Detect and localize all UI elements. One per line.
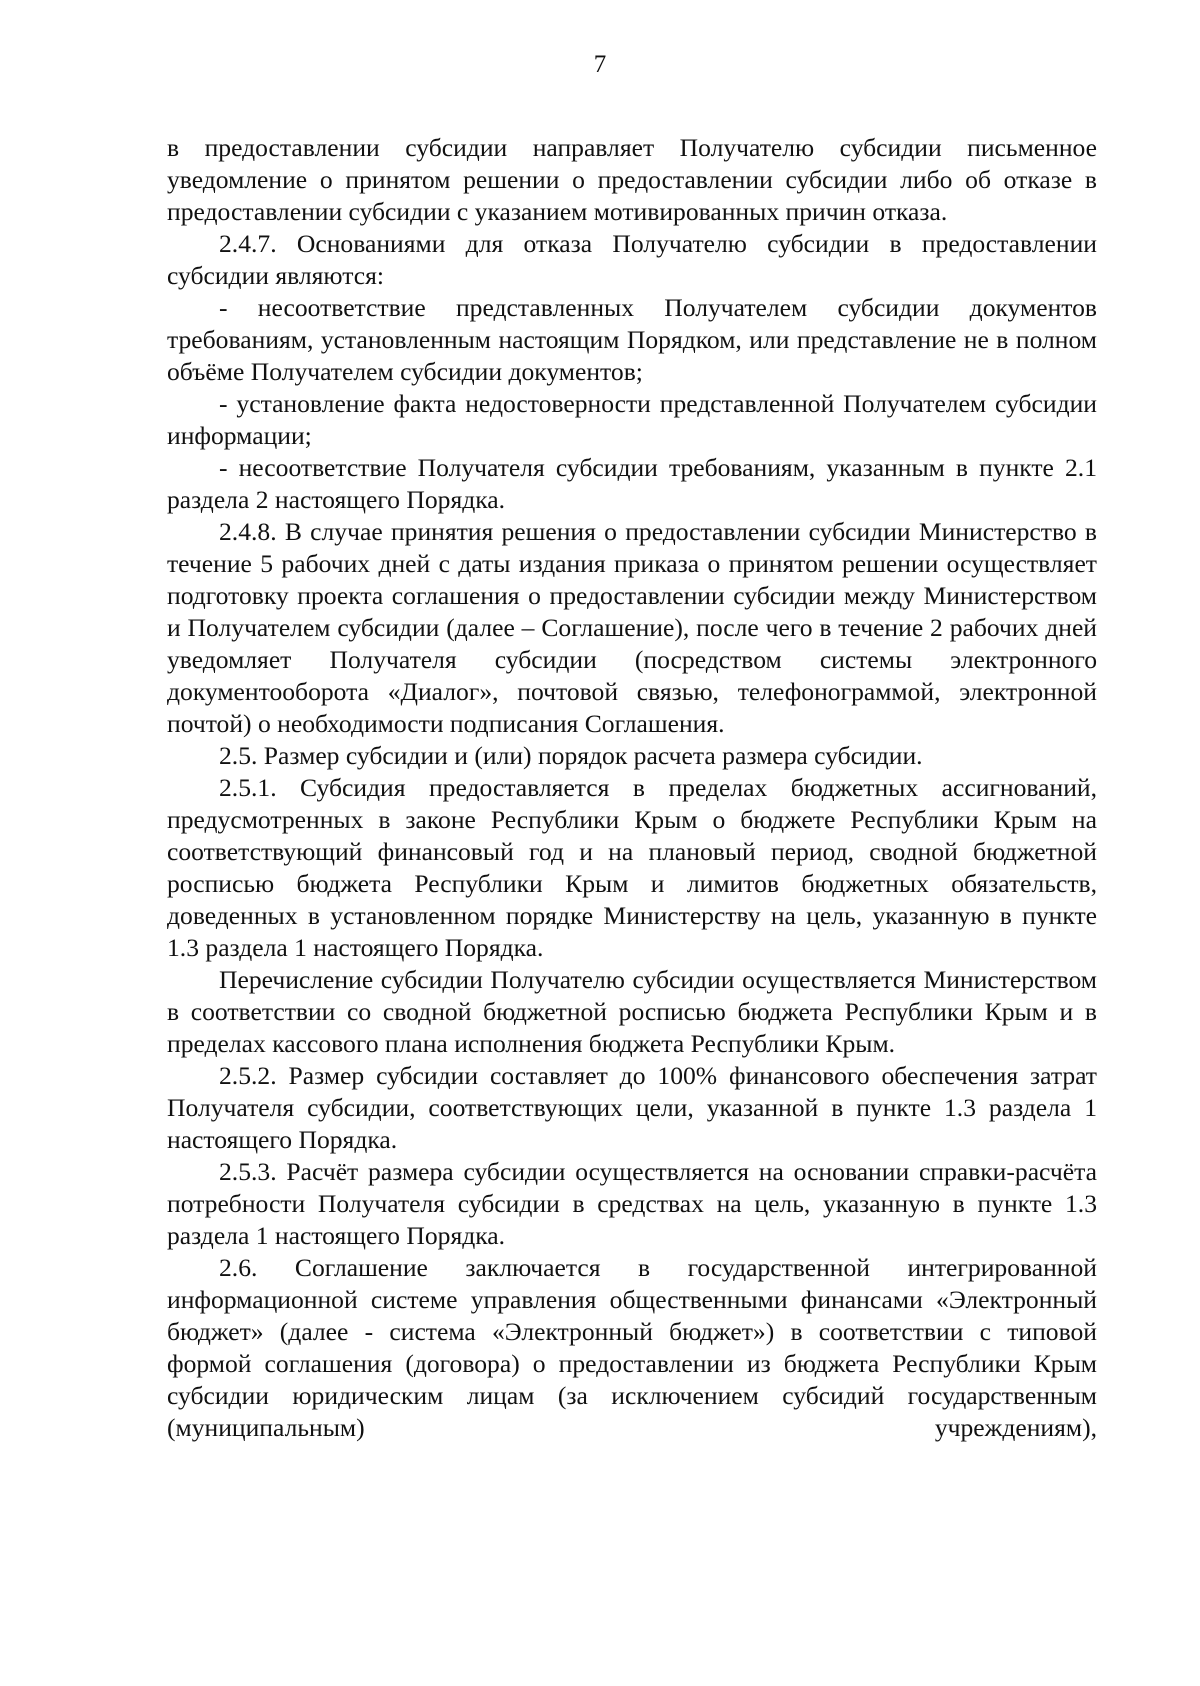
paragraph-clause-2-5-1: 2.5.1. Субсидия предоставляется в пределах бюджетных ассигнований, предусмотренных в законе Республики Крым о бюджете Республики Крым на соответствующий финансовый год и на плановый период, сводной бюджетной росписью бюджета Республики Крым и лимитов бюджетных обязательств, доведенных в установленном порядке Министерству на цель, указанную в пункте 1.3 раздела 1 настоящего Порядка. (167, 773, 1097, 962)
paragraph-clause-2-6: 2.6. Соглашение заключается в государственной интегрированной информационной системе управления общественными финансами «Электронный бюджет» (далее - система «Электронный бюджет») в соответствии с типовой формой соглашения (договора) о предоставлении из бюджета Республики Крым субсидии юридическим лицам (за исключением субсидий государственным (муниципальным) учреждениям), (167, 1253, 1097, 1442)
paragraph-clause-2-4-7: 2.4.7. Основаниями для отказа Получателю субсидии в предоставлении субсидии являются: (167, 229, 1097, 290)
paragraph: Перечисление субсидии Получателю субсидии осуществляется Министерством в соответствии со сводной бюджетной росписью бюджета Республики Крым и в пределах кассового плана исполнения бюджета Республики Крым. (167, 965, 1097, 1058)
page-number: 7 (593, 51, 607, 78)
paragraph-clause-2-5-3: 2.5.3. Расчёт размера субсидии осуществляется на основании справки-расчёта потребности Получателя субсидии в средствах на цель, указанную в пункте 1.3 раздела 1 настоящего Порядка. (167, 1157, 1097, 1250)
paragraph-clause-2-4-8: 2.4.8. В случае принятия решения о предоставлении субсидии Министерство в течение 5 рабочих дней с даты издания приказа о принятом решении осуществляет подготовку проекта соглашения о предоставлении субсидии между Министерством и Получателем субсидии (далее – Соглашение), после чего в течение 2 рабочих дней уведомляет Получателя субсидии (посредством системы электронного документооборота «Диалог», почтовой связью, телефонограммой, электронной почтой) о необходимости подписания Соглашения. (167, 517, 1097, 738)
document-body (167, 132, 1097, 1444)
paragraph-clause-2-5-2: 2.5.2. Размер субсидии составляет до 100% финансового обеспечения затрат Получателя субсидии, соответствующих цели, указанной в пункте 1.3 раздела 1 настоящего Порядка. (167, 1061, 1097, 1154)
paragraph: в предоставлении субсидии направляет Получателю субсидии письменное уведомление о принятом решении о предоставлении субсидии либо об отказе в предоставлении субсидии с указанием мотивированных причин отказа. (167, 133, 1097, 226)
list-item: - несоответствие представленных Получателем субсидии документов требованиям, установленным настоящим Порядком, или представление не в полном объёме Получателем субсидии документов; (167, 293, 1097, 386)
list-item: - несоответствие Получателя субсидии требованиям, указанным в пункте 2.1 раздела 2 настоящего Порядка. (167, 453, 1097, 514)
list-item: - установление факта недостоверности представленной Получателем субсидии информации; (167, 389, 1097, 450)
paragraph-clause-2-5: 2.5. Размер субсидии и (или) порядок расчета размера субсидии. (219, 741, 923, 770)
